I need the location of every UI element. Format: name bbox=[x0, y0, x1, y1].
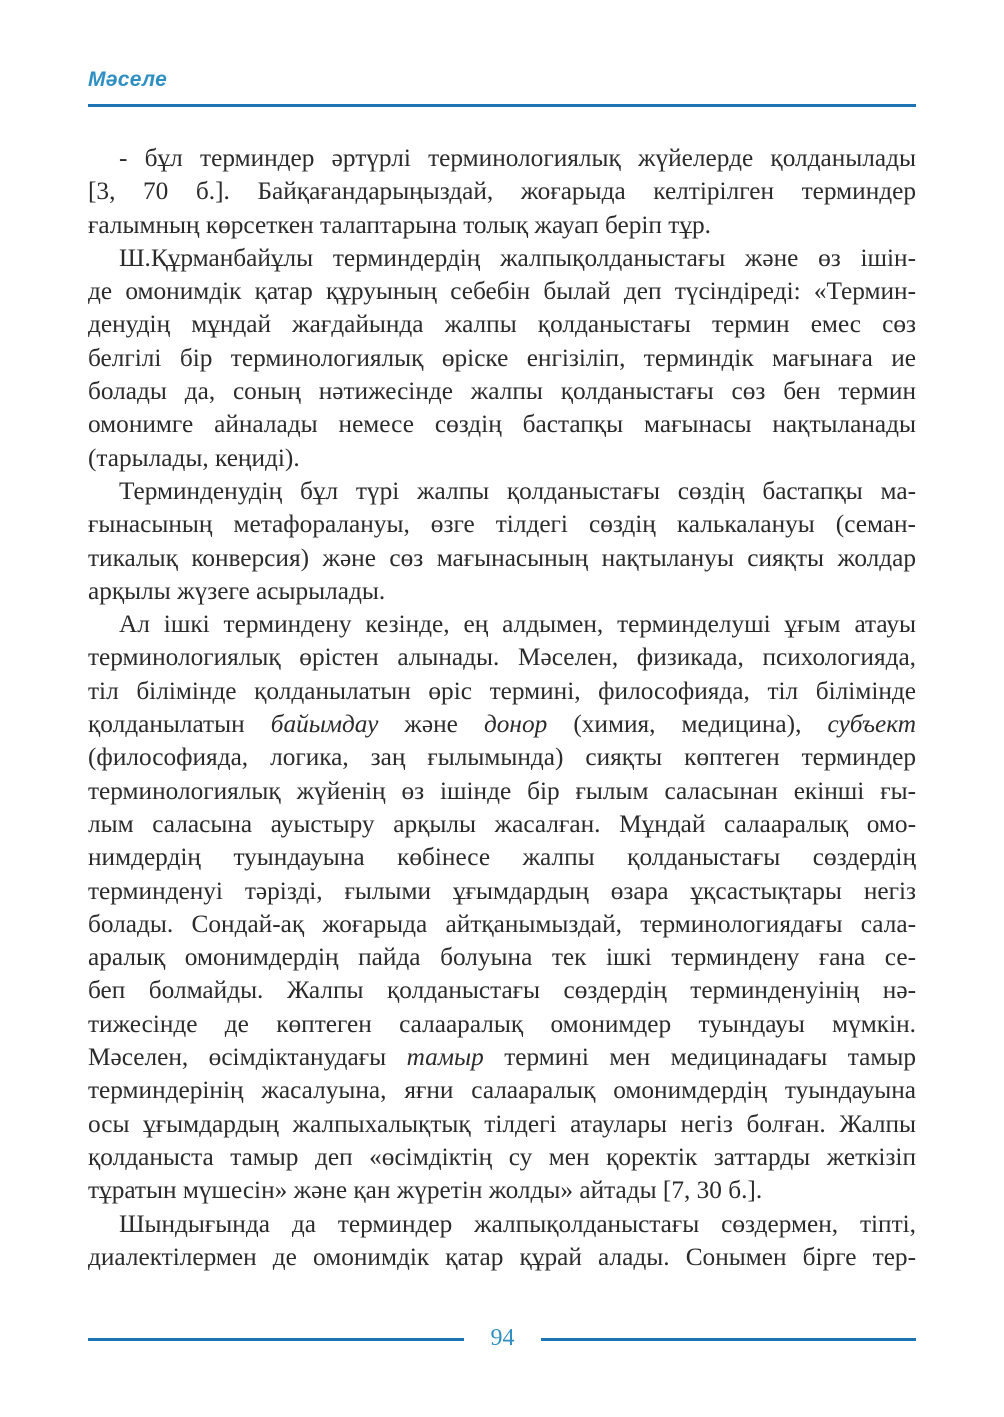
text-line: терминологиялық өрістен алынады. Мәселен, физикада, психологияда, bbox=[88, 643, 916, 672]
paragraph-2 bbox=[88, 242, 916, 475]
paragraph-5 bbox=[88, 1208, 916, 1275]
text-line: Ал ішкі терминдену кезінде, ең алдымен, терминделуші ұғым атауы bbox=[119, 610, 916, 639]
paragraph-4 bbox=[88, 608, 916, 1207]
text-line: де омонимдік қатар құруының себебін былай деп түсіндіреді: «Термин- bbox=[88, 277, 916, 306]
text-line: болады. Сондай-ақ жоғарыда айтқанымыздай, терминологиядағы сала- bbox=[88, 909, 916, 938]
footer-divider-left bbox=[88, 1338, 464, 1341]
text-line: лым саласына ауыстыру арқылы жасалған. Мұндай салааралық омо- bbox=[88, 809, 916, 838]
text-line: - бұл терминдер әртүрлі терминологиялық жүйелерде қолданылады bbox=[119, 144, 916, 172]
text-line: нимдердің туындауына көбінесе жалпы қолданыстағы сөздердің bbox=[88, 843, 916, 872]
text-line: аралық омонимдердің пайда болуына тек ішкі терминдену ғана се- bbox=[88, 943, 916, 972]
text-line: (философияда, логика, заң ғылымында) сияқты көптеген терминдер bbox=[88, 743, 916, 772]
text-line: денудің мұндай жағдайында жалпы қолданыстағы термин емес сөз bbox=[88, 310, 916, 339]
text-line bbox=[88, 708, 916, 741]
text-run: термині мен медицинадағы тамыр bbox=[483, 1043, 916, 1072]
text-line: ғынасының метафоралануы, өзге тілдегі сөздің калькалануы (семан- bbox=[88, 510, 916, 539]
text-run: Мәселен, өсімдіктанудағы bbox=[88, 1043, 407, 1072]
text-line: белгілі бір терминологиялық өріске енгізіліп, терминдік мағынаға ие bbox=[88, 343, 916, 372]
text-line: тұратын мүшесін» және қан жүретін жолды» айтады [7, 30 б.]. bbox=[88, 1176, 763, 1205]
italic-term: тамыр bbox=[406, 1043, 484, 1072]
text-line: терминологиялық жүйенің өз ішінде бір ғылым саласынан екінші ғы- bbox=[88, 776, 916, 805]
paragraph-1 bbox=[88, 142, 916, 242]
text-line: Терминденудің бұл түрі жалпы қолданыстағы сөздің бастапқы ма- bbox=[119, 476, 916, 505]
footer-divider-right bbox=[541, 1338, 916, 1341]
italic-term: байымдау bbox=[270, 710, 379, 739]
text-line: осы ұғымдардың жалпыхалықтық тілдегі атаулары негіз болған. Жалпы bbox=[88, 1109, 916, 1138]
text-line: терминденуі тәрізді, ғылыми ұғымдардың өзара ұқсастықтары негіз bbox=[88, 876, 916, 905]
text-line: болады да, соның нәтижесінде жалпы қолданыстағы сөз бен термин bbox=[88, 377, 916, 406]
paragraph-3 bbox=[88, 475, 916, 608]
text-line: тижесінде де көптеген салааралық омонимдер туындауы мүмкін. bbox=[88, 1009, 916, 1038]
text-line: (тарылады, кеңиді). bbox=[88, 443, 300, 472]
text-line: диалектілермен де омонимдік қатар құрай алады. Сонымен бірге тер- bbox=[88, 1242, 916, 1271]
text-run: және bbox=[378, 710, 484, 739]
text-run: қолданылатын bbox=[88, 710, 271, 739]
text-line: арқылы жүзеге асырылады. bbox=[88, 576, 386, 605]
text-line: [3, 70 б.]. Байқағандарыңыздай, жоғарыда келтірілген терминдер bbox=[88, 177, 916, 206]
italic-term: субъект bbox=[827, 710, 916, 739]
italic-term: донор bbox=[483, 710, 548, 739]
text-line: Ш.Құрманбайұлы терминдердің жалпықолданыстағы және өз ішін- bbox=[119, 243, 916, 272]
page-number: 94 bbox=[490, 1325, 515, 1351]
text-line: терминдерінің жасалуына, яғни салааралық омонимдердің туындауына bbox=[88, 1076, 916, 1105]
text-line: беп болмайды. Жалпы қолданыстағы сөздердің терминденуінің нә- bbox=[88, 976, 916, 1005]
text-line: ғалымның көрсеткен талаптарына толық жауап беріп тұр. bbox=[88, 210, 711, 239]
section-title: Мәселе bbox=[88, 68, 168, 91]
text-run: (химия, медицина), bbox=[547, 710, 828, 739]
body-text bbox=[88, 142, 916, 1274]
text-line: тіл білімінде қолданылатын өріс термині, философияда, тіл білімінде bbox=[88, 676, 916, 705]
header-divider bbox=[88, 104, 916, 107]
text-line: қолданыста тамыр деп «өсімдіктің су мен қоректік заттарды жеткізіп bbox=[88, 1142, 916, 1171]
text-line bbox=[88, 1041, 916, 1074]
text-line: тикалық конверсия) және сөз мағынасының нақтылануы сияқты жолдар bbox=[88, 543, 916, 572]
text-line: омонимге айналады немесе сөздің бастапқы мағынасы нақтыланады bbox=[88, 410, 916, 439]
text-line: Шындығында да терминдер жалпықолданыстағы сөздермен, тіпті, bbox=[119, 1209, 916, 1238]
